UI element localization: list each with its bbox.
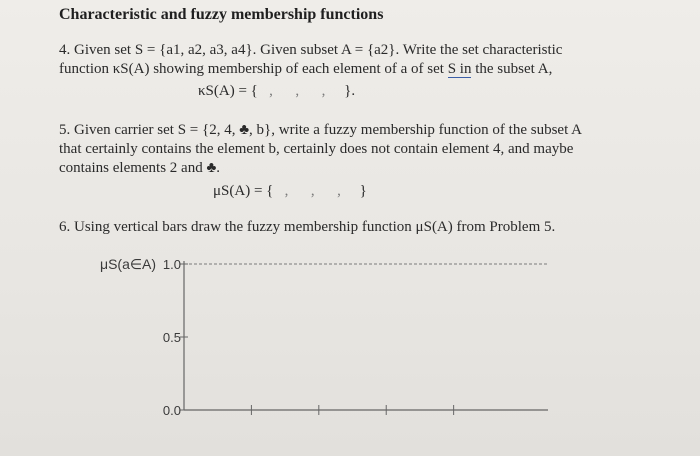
problem-6-line-1: 6. Using vertical bars draw the fuzzy membership function μS(A) from Problem 5. [59,219,556,235]
y-axis-label: μS(a∈A) [100,256,157,272]
problem-4-answer-blanks[interactable]: , , , [257,83,345,99]
problem-5-answer-prefix: μS(A) = { [213,183,274,199]
problem-4-set-link[interactable]: S in [447,61,472,77]
problem-4-line-2-pre: function κS(A) showing membership of each element of a of set [59,61,448,77]
page-title: Characteristic and fuzzy membership functions [59,6,384,23]
problem-4-answer-prefix: κS(A) = { [198,83,258,99]
problem-4-answer-suffix: }. [344,83,356,99]
y-tick-label-2: 0.0 [162,403,181,418]
problem-4-line-2-post: the subset A, [471,61,553,77]
problem-5-answer-blanks[interactable]: , , , [273,183,360,199]
y-tick-label-0: 1.0 [162,257,181,272]
problem-5-line-1: 5. Given carrier set S = {2, 4, ♣, b}, write a fuzzy membership function of the subset A [59,122,582,138]
problem-5-line-2: that certainly contains the element b, certainly does not contain element 4, and maybe [59,141,574,157]
y-tick-label-1: 0.5 [162,330,181,345]
problem-5-line-3: contains elements 2 and ♣. [59,160,221,176]
problem-5-answer-suffix: } [359,183,367,199]
problem-4-line-1: 4. Given set S = {a1, a2, a3, a4}. Given subset A = {a2}. Write the set characteristic [59,42,563,58]
